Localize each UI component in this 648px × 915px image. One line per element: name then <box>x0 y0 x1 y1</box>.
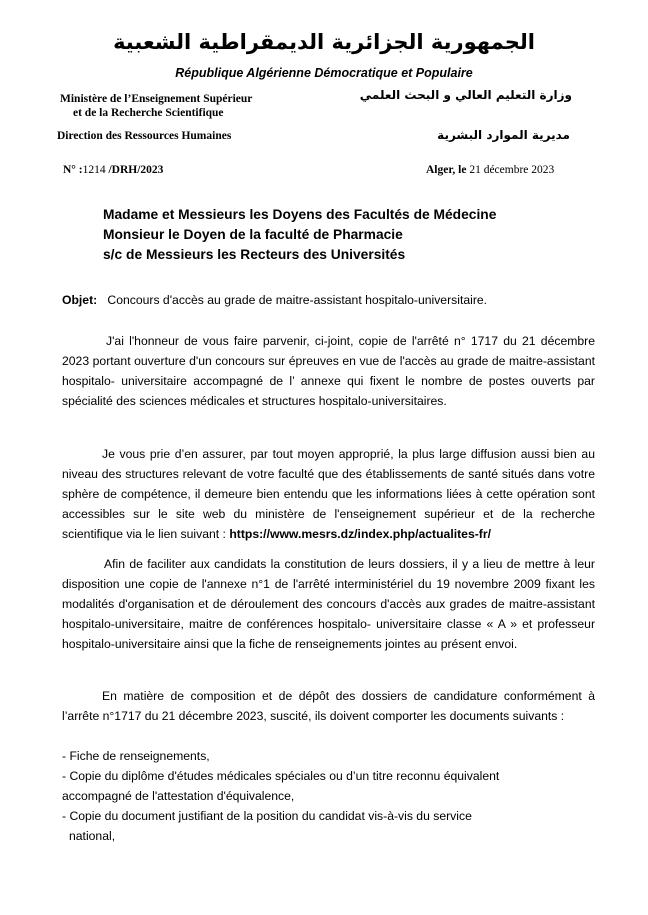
recipients-block <box>103 205 496 265</box>
paragraph-4 <box>62 686 595 726</box>
recipient-line: Madame et Messieurs les Doyens des Facultés de Médecine <box>103 207 497 222</box>
french-republic-title: République Algérienne Démocratique et Populaire <box>175 66 473 80</box>
paragraph-3-text: Afin de faciliter aux candidats la constitution de leurs dossiers, il y a lieu de mettre à leur disposition une copie de l'annexe n°1 de l'arrêté interministériel du 19 novembre 2009 fixant les modalités d'organisation et de déroulement des concours d'accès aux grades de maitre-assistant hospitalo-universitaire, maitre de conférences hospitalo- universitaire classe « A » et professeur hospitalo-universitaire ainsi que la fiche de renseignements jointes au présent envoi. <box>62 557 595 651</box>
reference-number <box>63 164 163 176</box>
paragraph-2-text: Je vous prie d’en assurer, par tout moyen approprié, la plus large diffusion aussi bien au niveau des structures relevant de votre faculté que des établissements de santé situés dans votre sphère de compétence, il demeure bien entendu que les informations liées à cette opération sont accessibles sur le site web du ministère de l'enseignement supérieur et de la recherche scientifique via le lien suivant : <box>62 447 595 541</box>
ministry-website-link[interactable]: https://www.mesrs.dz/index.php/actualites-fr/ <box>229 527 491 541</box>
recipient-line: s/c de Messieurs les Recteurs des Universités <box>103 247 406 262</box>
dateline-date: 21 décembre 2023 <box>466 164 555 176</box>
ministry-fr-line1: Ministère de l’Enseignement Supérieur <box>60 93 253 105</box>
reference-suffix: /DRH/2023 <box>105 164 164 176</box>
ministry-fr-line2: et de la Recherche Scientifique <box>73 107 224 119</box>
reference-prefix: N° : <box>63 164 83 176</box>
paragraph-1-text: J'ai l'honneur de vous faire parvenir, ci-joint, copie de l'arrêté n° 1717 du 21 décembre 2023 portant ouverture d'un concours sur épreuves en vue de l'accès au grade de maitre-assistant hospitalo- universitaire accompagné de l’ annexe qui fixent le nombre de postes ouverts par spécialité des sciences médicales et structures hospitalo-universitaires. <box>62 334 595 408</box>
paragraph-1 <box>62 331 595 411</box>
subject-text: Concours d'accès au grade de maitre-assistant hospitalo-universitaire. <box>107 293 488 307</box>
paragraph-3 <box>62 554 595 654</box>
ministry-name-ar: وزارة التعليم العالي و البحث العلمي <box>359 88 572 102</box>
list-item-continuation: national, <box>69 829 116 843</box>
direction-name-fr: Direction des Ressources Humaines <box>57 130 232 142</box>
direction-name-ar: مديرية الموارد البشرية <box>437 128 570 142</box>
list-item-continuation: accompagné de l'attestation d'équivalence, <box>62 789 295 803</box>
list-item: - Fiche de renseignements, <box>62 749 210 763</box>
list-item: - Copie du diplôme d'études médicales spéciales ou d’un titre reconnu équivalent <box>62 769 500 783</box>
required-documents-list <box>62 746 602 846</box>
dateline <box>426 164 554 176</box>
paragraph-2 <box>62 444 595 544</box>
ministry-name-fr <box>60 92 320 120</box>
subject-line <box>62 293 487 307</box>
arabic-republic-title: الجمهورية الجزائرية الديمقراطية الشعبية <box>113 30 535 54</box>
dateline-place: Alger, le <box>426 164 467 176</box>
list-item: - Copie du document justifiant de la position du candidat vis-à-vis du service <box>62 809 472 823</box>
recipient-line: Monsieur le Doyen de la faculté de Pharmacie <box>103 227 403 242</box>
paragraph-4-text: En matière de composition et de dépôt des dossiers de candidature conformément à l’arrête n°1717 du 21 décembre 2023, suscité, ils doivent comporter les documents suivants : <box>62 689 595 723</box>
reference-number-value: 1214 <box>82 164 106 176</box>
subject-label: Objet: <box>62 293 98 307</box>
